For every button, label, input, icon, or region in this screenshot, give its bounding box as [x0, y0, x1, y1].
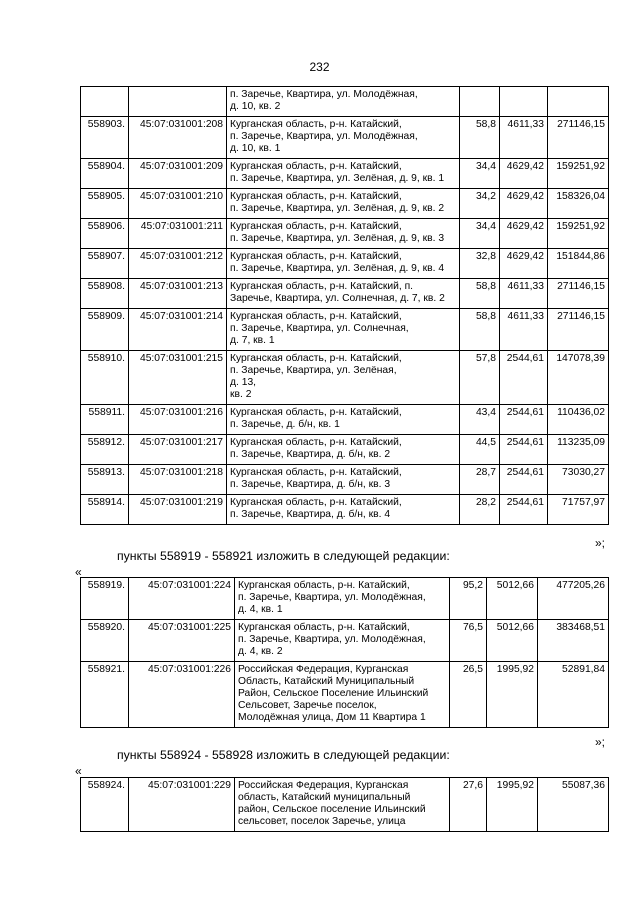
area-cell: 32,8: [460, 249, 500, 279]
unit-value-cell: 4629,42: [500, 159, 548, 189]
address-cell: [227, 159, 460, 189]
address-cell: [235, 620, 450, 662]
address-line: д. 4, кв. 1: [238, 604, 283, 615]
address-cell: [227, 87, 460, 117]
cadastral-value-cell: 158326,04: [548, 189, 609, 219]
unit-value-cell: 2544,61: [500, 351, 548, 405]
unit-value-cell: 4611,33: [500, 309, 548, 351]
cadastral-value-cell: 55087,36: [538, 778, 609, 832]
table-row: [81, 405, 609, 435]
cadastral-number-cell: 45:07:031001:213: [129, 279, 227, 309]
table-row: [81, 249, 609, 279]
closing-quote-2: »;: [595, 735, 606, 749]
table-row: [81, 219, 609, 249]
table-row: [81, 309, 609, 351]
address-line: Курганская область, р-н. Катайский,: [230, 353, 402, 364]
area-cell: 28,2: [460, 495, 500, 525]
unit-value-cell: 5012,66: [487, 578, 538, 620]
address-line: Курганская область, р-н. Катайский,: [230, 191, 402, 202]
unit-value-cell: 2544,61: [500, 495, 548, 525]
address-line: Курганская область, р-н. Катайский,: [238, 622, 410, 633]
address-cell: [227, 495, 460, 525]
table-row: [81, 578, 609, 620]
address-line: п. Заречье, Квартира, ул. Молодёжная,: [230, 131, 418, 142]
unit-value-cell: 4629,42: [500, 219, 548, 249]
address-line: Курганская область, р-н. Катайский,: [230, 251, 402, 262]
cadastral-value-cell: 159251,92: [548, 159, 609, 189]
table-row: [81, 279, 609, 309]
address-cell: [227, 435, 460, 465]
address-line: п. Заречье, Квартира, ул. Зелёная,: [230, 365, 397, 376]
row-number-cell: 558912.: [81, 435, 129, 465]
address-line: п. Заречье, Квартира, ул. Молодёжная,: [238, 592, 426, 603]
cadastral-number-cell: 45:07:031001:211: [129, 219, 227, 249]
table-row: [81, 159, 609, 189]
table-row: [81, 465, 609, 495]
address-line: Курганская область, р-н. Катайский,: [230, 467, 402, 478]
cadastral-number-cell: 45:07:031001:216: [129, 405, 227, 435]
unit-value-cell: 2544,61: [500, 435, 548, 465]
cadastral-number-cell: 45:07:031001:219: [129, 495, 227, 525]
registry-table-2: [80, 577, 609, 728]
row-number-cell: 558910.: [81, 351, 129, 405]
address-line: Сельсовет, Заречье поселок,: [238, 700, 377, 711]
unit-value-cell: 1995,92: [487, 778, 538, 832]
address-line: д. 7, кв. 1: [230, 335, 275, 346]
address-line: район, Сельское поселение Ильинский: [238, 804, 426, 815]
address-cell: [227, 309, 460, 351]
table-row: [81, 189, 609, 219]
cadastral-value-cell: [548, 87, 609, 117]
address-line: Курганская область, р-н. Катайский,: [238, 580, 410, 591]
opening-quote-2: «: [75, 764, 82, 778]
area-cell: 27,6: [450, 778, 487, 832]
address-line: Курганская область, р-н. Катайский,: [230, 497, 402, 508]
address-line: п. Заречье, д. б/н, кв. 1: [230, 419, 340, 430]
page-number: 232: [309, 60, 330, 74]
area-cell: 57,8: [460, 351, 500, 405]
unit-value-cell: 4611,33: [500, 117, 548, 159]
cadastral-value-cell: 271146,15: [548, 117, 609, 159]
cadastral-value-cell: 73030,27: [548, 465, 609, 495]
cadastral-value-cell: 113235,09: [548, 435, 609, 465]
address-line: сельсовет, поселок Заречье, улица: [238, 816, 406, 827]
address-line: д. 4, кв. 2: [238, 646, 283, 657]
table-row: [81, 435, 609, 465]
address-line: Курганская область, р-н. Катайский,: [230, 119, 402, 130]
address-cell: [227, 117, 460, 159]
address-line: д. 10, кв. 2: [230, 101, 281, 112]
address-line: Курганская область, р-н. Катайский,: [230, 311, 402, 322]
cadastral-number-cell: [129, 87, 227, 117]
cadastral-number-cell: 45:07:031001:229: [129, 778, 235, 832]
address-line: Молодёжная улица, Дом 11 Квартира 1: [238, 712, 426, 723]
address-line: кв. 2: [230, 389, 252, 400]
opening-quote-1: «: [75, 565, 82, 579]
cadastral-value-cell: 147078,39: [548, 351, 609, 405]
address-line: Курганская область, р-н. Катайский,: [230, 437, 402, 448]
registry-table-3: [80, 777, 609, 832]
cadastral-number-cell: 45:07:031001:218: [129, 465, 227, 495]
cadastral-number-cell: 45:07:031001:209: [129, 159, 227, 189]
area-cell: 44,5: [460, 435, 500, 465]
amendment-instruction-1: пункты 558919 - 558921 изложить в следующей редакции:: [117, 549, 450, 563]
cadastral-value-cell: 151844,86: [548, 249, 609, 279]
table-row: [81, 662, 609, 728]
address-line: п. Заречье, Квартира, ул. Зелёная, д. 9, кв. 2: [230, 203, 445, 214]
cadastral-number-cell: 45:07:031001:217: [129, 435, 227, 465]
area-cell: 76,5: [450, 620, 487, 662]
cadastral-number-cell: 45:07:031001:212: [129, 249, 227, 279]
row-number-cell: 558904.: [81, 159, 129, 189]
address-line: Район, Сельское Поселение Ильинский: [238, 688, 429, 699]
unit-value-cell: 4629,42: [500, 189, 548, 219]
address-cell: [227, 351, 460, 405]
area-cell: 58,8: [460, 309, 500, 351]
address-line: п. Заречье, Квартира, д. б/н, кв. 4: [230, 509, 391, 520]
table-row: [81, 620, 609, 662]
cadastral-value-cell: 110436,02: [548, 405, 609, 435]
row-number-cell: 558909.: [81, 309, 129, 351]
cadastral-number-cell: 45:07:031001:225: [129, 620, 235, 662]
cadastral-value-cell: 159251,92: [548, 219, 609, 249]
cadastral-value-cell: 383468,51: [538, 620, 609, 662]
area-cell: 28,7: [460, 465, 500, 495]
row-number-cell: 558907.: [81, 249, 129, 279]
row-number-cell: 558911.: [81, 405, 129, 435]
unit-value-cell: 2544,61: [500, 405, 548, 435]
address-line: Заречье, Квартира, ул. Солнечная, д. 7, кв. 2: [230, 293, 445, 304]
address-line: Российская Федерация, Курганская: [238, 780, 409, 791]
address-line: Курганская область, р-н. Катайский,: [230, 221, 402, 232]
unit-value-cell: 5012,66: [487, 620, 538, 662]
address-cell: [227, 249, 460, 279]
table-row: [81, 351, 609, 405]
area-cell: 26,5: [450, 662, 487, 728]
address-cell: [227, 279, 460, 309]
area-cell: 58,8: [460, 279, 500, 309]
unit-value-cell: 4629,42: [500, 249, 548, 279]
area-cell: 58,8: [460, 117, 500, 159]
address-line: п. Заречье, Квартира, ул. Молодёжная,: [230, 89, 418, 100]
row-number-cell: 558924.: [81, 778, 129, 832]
address-line: Российская Федерация, Курганская: [238, 664, 409, 675]
address-cell: [227, 189, 460, 219]
cadastral-number-cell: 45:07:031001:214: [129, 309, 227, 351]
cadastral-number-cell: 45:07:031001:224: [129, 578, 235, 620]
amendment-instruction-2: пункты 558924 - 558928 изложить в следующей редакции:: [117, 748, 450, 762]
row-number-cell: 558903.: [81, 117, 129, 159]
row-number-cell: [81, 87, 129, 117]
row-number-cell: 558906.: [81, 219, 129, 249]
address-line: п. Заречье, Квартира, ул. Молодёжная,: [238, 634, 426, 645]
registry-table-1: [80, 86, 609, 525]
table-row: [81, 495, 609, 525]
row-number-cell: 558921.: [81, 662, 129, 728]
area-cell: 34,4: [460, 159, 500, 189]
address-line: п. Заречье, Квартира, ул. Зелёная, д. 9, кв. 1: [230, 173, 445, 184]
address-cell: [235, 578, 450, 620]
area-cell: [460, 87, 500, 117]
address-cell: [235, 662, 450, 728]
unit-value-cell: 2544,61: [500, 465, 548, 495]
unit-value-cell: [500, 87, 548, 117]
cadastral-number-cell: 45:07:031001:208: [129, 117, 227, 159]
cadastral-value-cell: 71757,97: [548, 495, 609, 525]
table-row: [81, 87, 609, 117]
address-line: п. Заречье, Квартира, ул. Зелёная, д. 9, кв. 3: [230, 233, 445, 244]
cadastral-value-cell: 477205,26: [538, 578, 609, 620]
address-line: Курганская область, р-н. Катайский, п.: [230, 281, 414, 292]
row-number-cell: 558908.: [81, 279, 129, 309]
address-cell: [227, 219, 460, 249]
cadastral-value-cell: 52891,84: [538, 662, 609, 728]
row-number-cell: 558919.: [81, 578, 129, 620]
address-line: п. Заречье, Квартира, ул. Солнечная,: [230, 323, 409, 334]
address-line: Область, Катайский Муниципальный: [238, 676, 415, 687]
address-line: д. 13,: [230, 377, 257, 388]
address-line: Курганская область, р-н. Катайский,: [230, 161, 402, 172]
unit-value-cell: 4611,33: [500, 279, 548, 309]
table-row: [81, 778, 609, 832]
cadastral-value-cell: 271146,15: [548, 279, 609, 309]
row-number-cell: 558920.: [81, 620, 129, 662]
address-cell: [227, 465, 460, 495]
address-line: Курганская область, р-н. Катайский,: [230, 407, 402, 418]
address-line: п. Заречье, Квартира, ул. Зелёная, д. 9, кв. 4: [230, 263, 445, 274]
address-line: п. Заречье, Квартира, д. б/н, кв. 3: [230, 479, 391, 490]
area-cell: 43,4: [460, 405, 500, 435]
row-number-cell: 558914.: [81, 495, 129, 525]
address-line: п. Заречье, Квартира, д. б/н, кв. 2: [230, 449, 391, 460]
cadastral-number-cell: 45:07:031001:215: [129, 351, 227, 405]
area-cell: 34,2: [460, 189, 500, 219]
cadastral-number-cell: 45:07:031001:210: [129, 189, 227, 219]
row-number-cell: 558913.: [81, 465, 129, 495]
address-line: область, Катайский муниципальный: [238, 792, 411, 803]
closing-quote-1: »;: [595, 536, 606, 550]
address-cell: [235, 778, 450, 832]
unit-value-cell: 1995,92: [487, 662, 538, 728]
row-number-cell: 558905.: [81, 189, 129, 219]
area-cell: 95,2: [450, 578, 487, 620]
table-row: [81, 117, 609, 159]
address-cell: [227, 405, 460, 435]
cadastral-value-cell: 271146,15: [548, 309, 609, 351]
address-line: д. 10, кв. 1: [230, 143, 281, 154]
area-cell: 34,4: [460, 219, 500, 249]
cadastral-number-cell: 45:07:031001:226: [129, 662, 235, 728]
